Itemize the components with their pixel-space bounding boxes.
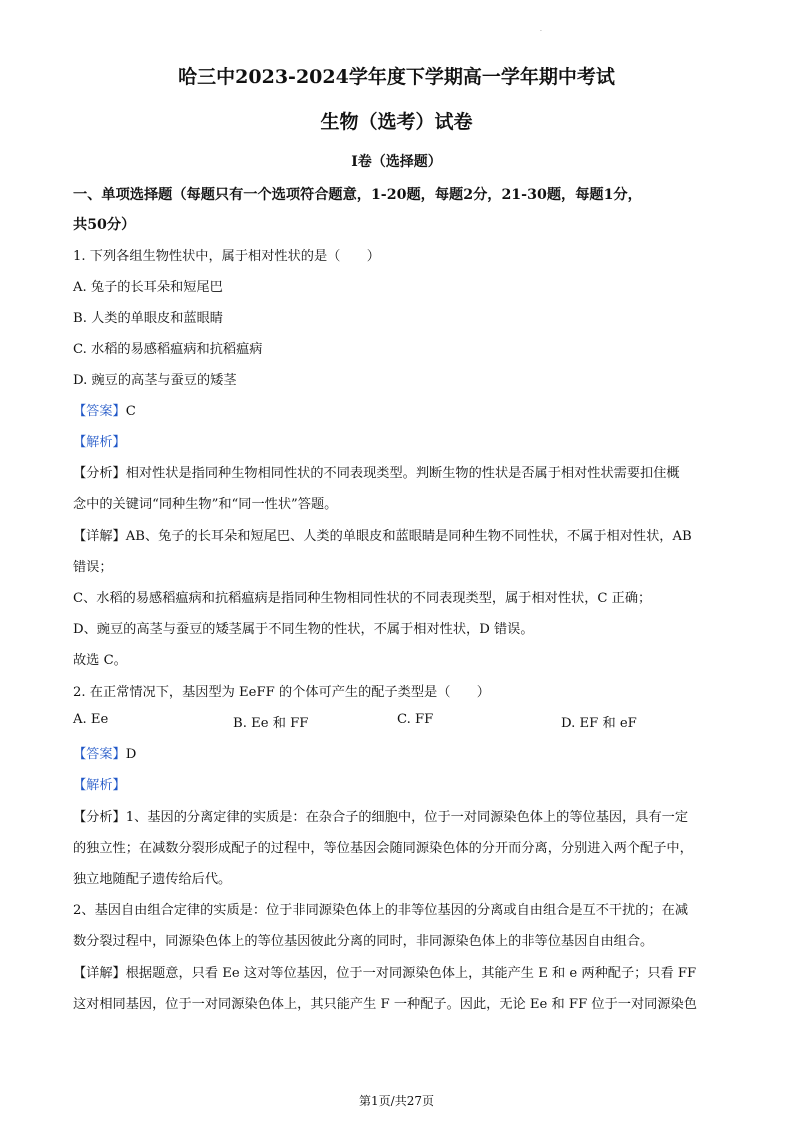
q2-detail-line2: 这对相同基因，位于一对同源染色体上，其只能产生 F 一种配子。因此，无论 Ee 和 FF 位于一对同源染色 (73, 997, 697, 1012)
q2-option-d: D. EF 和 eF (561, 716, 637, 731)
corner-dot: · (540, 28, 542, 35)
fenxi-tag: 【分析】 (73, 810, 126, 825)
q1-answer-value: C (125, 404, 136, 419)
q1-detail-line4: D、豌豆的高茎与蚕豆的矮茎属于不同生物的性状，不属于相对性状，D 错误。 (73, 622, 534, 637)
q1-answer (73, 400, 136, 419)
q1-option-c: C. 水稻的易感稻瘟病和抗稻瘟病 (73, 342, 263, 357)
q2-fenxi-line4: 2、基因自由组合定律的实质是：位于非同源染色体上的非等位基因的分离或自由组合是互不干扰的；在减 (73, 903, 689, 918)
q1-option-b: B. 人类的单眼皮和蓝眼睛 (73, 311, 223, 326)
q2-fenxi-text1: 1、基因的分离定律的实质是：在杂合子的细胞中，位于一对同源染色体上的等位基因，具有一定 (125, 810, 689, 825)
q1-detail-line1 (73, 525, 692, 544)
analysis-tag: 【解析】 (73, 435, 126, 450)
q1-fenxi-line2: 念中的关键词“同种生物”和“同一性状”答题。 (73, 497, 338, 512)
analysis-tag: 【解析】 (73, 778, 126, 793)
page-footer: 第1页/共27页 (359, 1094, 434, 1108)
q1-analysis-tag (73, 431, 126, 450)
q1-option-a: A. 兔子的长耳朵和短尾巴 (73, 280, 223, 295)
section-heading-line2: 共50分） (73, 217, 136, 233)
exam-subtitle: 生物（选考）试卷 (320, 111, 473, 133)
q2-fenxi-line1 (73, 806, 688, 825)
exam-title: 哈三中2023-2024学年度下学期高一学年期中考试 (178, 66, 615, 88)
q1-option-d: D. 豌豆的高茎与蚕豆的矮茎 (73, 373, 237, 388)
q1-fenxi-line1 (73, 462, 680, 481)
q2-option-b: B. Ee 和 FF (233, 716, 309, 731)
q2-analysis-tag (73, 774, 126, 793)
answer-tag: 【答案】 (73, 747, 126, 762)
detail-tag: 【详解】 (73, 529, 126, 544)
q2-detail-text1: 根据题意，只看 Ee 这对等位基因，位于一对同源染色体上，其能产生 E 和 e 两种配子；只看 FF (125, 966, 697, 981)
q2-stem: 2. 在正常情况下，基因型为 EeFF 的个体可产生的配子类型是（ ） (73, 685, 490, 700)
q1-stem: 1. 下列各组生物性状中，属于相对性状的是（ ） (73, 249, 380, 264)
q1-detail-text1: AB、兔子的长耳朵和短尾巴、人类的单眼皮和蓝眼睛是同种生物不同性状，不属于相对性状，AB (125, 529, 692, 544)
q2-option-c: C. FF (397, 712, 434, 727)
section-heading-line1: 一、单项选择题（每题只有一个选项符合题意，1-20题，每题2分，21-30题，每题1分， (73, 187, 642, 203)
q1-detail-line3: C、水稻的易感稻瘟病和抗稻瘟病是指同种生物相同性状的不同表现类型，属于相对性状，C 正确； (73, 591, 652, 606)
q2-detail-line1 (73, 962, 696, 981)
fenxi-tag: 【分析】 (73, 466, 126, 481)
answer-tag: 【答案】 (73, 404, 126, 419)
detail-tag: 【详解】 (73, 966, 126, 981)
volume-heading: Ⅰ卷（选择题） (351, 154, 442, 170)
q2-option-a: A. Ee (73, 712, 109, 727)
q1-detail-line5: 故选 C。 (73, 653, 127, 668)
q1-detail-line2: 错误； (73, 560, 113, 575)
q2-fenxi-line2: 的独立性；在减数分裂形成配子的过程中，等位基因会随同源染色体的分开而分离，分别进入两个配子中， (73, 841, 693, 856)
q2-answer-value: D (125, 747, 137, 762)
q1-fenxi-text1: 相对性状是指同种生物相同性状的不同表现类型。判断生物的性状是否属于相对性状需要扣住概 (125, 466, 680, 481)
q2-fenxi-line3: 独立地随配子遗传给后代。 (73, 872, 232, 887)
q2-fenxi-line5: 数分裂过程中，同源染色体上的等位基因彼此分离的同时，非同源染色体上的非等位基因自由组合。 (73, 934, 654, 949)
q2-answer (73, 743, 136, 762)
